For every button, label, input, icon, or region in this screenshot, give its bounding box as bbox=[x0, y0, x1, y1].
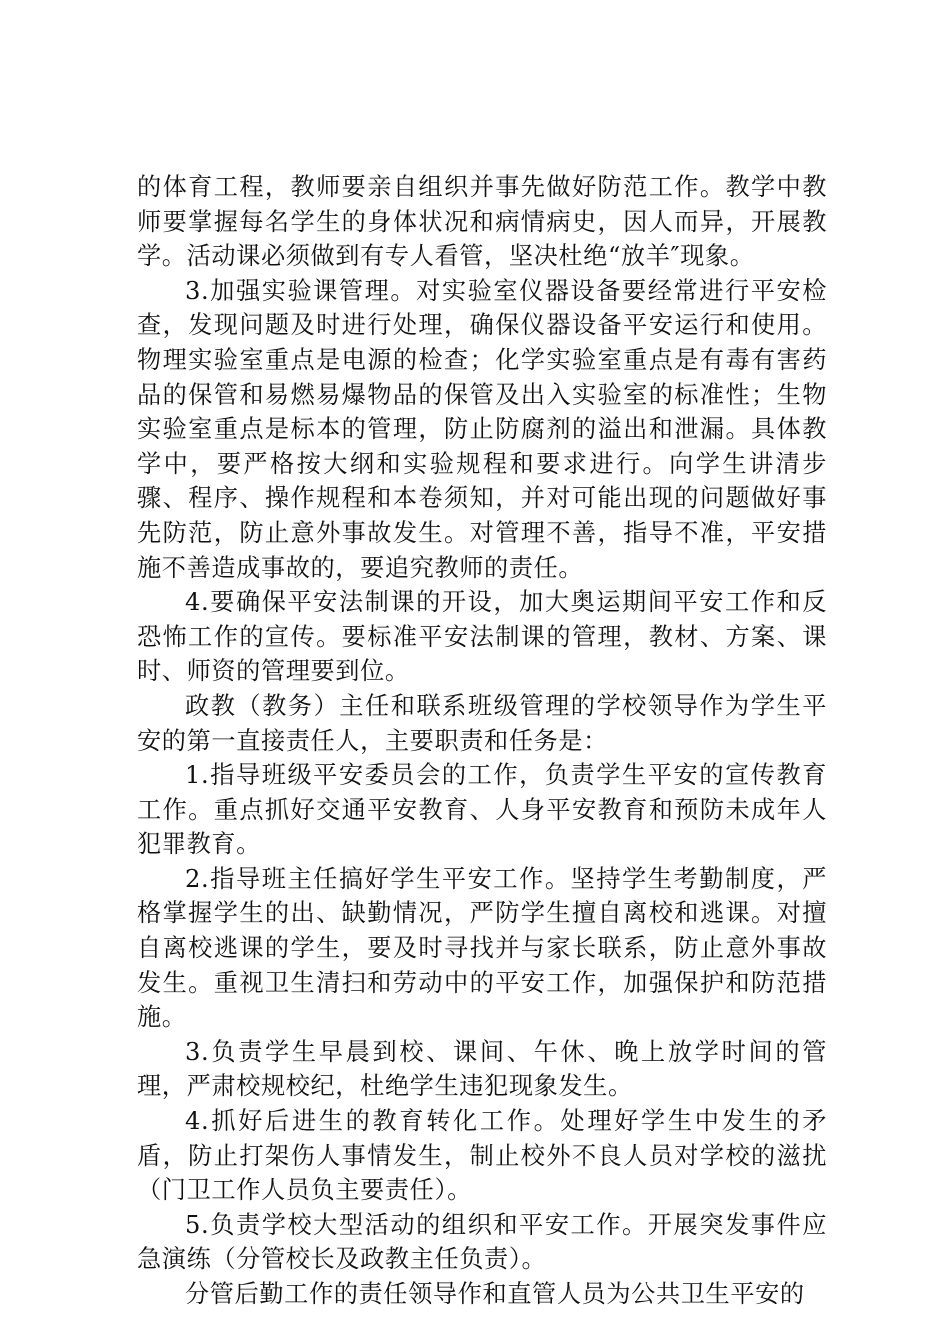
paragraph-item-3: 3.负责学生早晨到校、课间、午休、晚上放学时间的管理，严肃校规校纪，杜绝学生违犯现象发生。 bbox=[137, 1037, 827, 1101]
paragraph-legal-education: 4.要确保平安法制课的开设，加大奥运期间平安工作和反恐怖工作的宣传。要标准平安法制课的管理，教材、方案、课时、师资的管理要到位。 bbox=[137, 588, 827, 686]
paragraph-political-director: 政教（教务）主任和联系班级管理的学校领导作为学生平安的第一直接责任人，主要职责和任务是： bbox=[137, 691, 827, 755]
paragraph-item-5: 5.负责学校大型活动的组织和平安工作。开展突发事件应急演练（分管校长及政教主任负责）。 bbox=[137, 1210, 827, 1274]
paragraph-item-1: 1.指导班级平安委员会的工作，负责学生平安的宣传教育工作。重点抓好交通平安教育、人身平安教育和预防未成年人犯罪教育。 bbox=[137, 761, 827, 859]
paragraph-item-2: 2.指导班主任搞好学生平安工作。坚持学生考勤制度，严格掌握学生的出、缺勤情况，严防学生擅自离校和逃课。对擅自离校逃课的学生，要及时寻找并与家长联系，防止意外事故发生。重视卫生清扫和劳动中的平安工作，加强保护和防范措施。 bbox=[137, 864, 827, 1032]
paragraph-sports-teaching: 的体育工程，教师要亲自组织并事先做好防范工作。教学中教师要掌握每名学生的身体状况和病情病史，因人而异，开展教学。活动课必须做到有专人看管，坚决杜绝“放羊″现象。 bbox=[137, 173, 827, 271]
paragraph-item-4: 4.抓好后进生的教育转化工作。处理好学生中发生的矛盾，防止打架伤人事情发生，制止校外不良人员对学校的滋扰（门卫工作人员负主要责任）。 bbox=[137, 1107, 827, 1205]
paragraph-lab-management: 3.加强实验课管理。对实验室仪器设备要经常进行平安检查，发现问题及时进行处理，确保仪器设备平安运行和使用。物理实验室重点是电源的检查；化学实验室重点是有毒有害药品的保管和易燃易爆物品的保管及出入实验室的标准性；生物实验室重点是标本的管理，防止防腐剂的溢出和泄漏。具体教学中，要严格按大纲和实验规程和要求进行。向学生讲清步骤、程序、操作规程和本卷须知，并对可能出现的问题做好事先防范，防止意外事故发生。对管理不善，指导不准，平安措施不善造成事故的，要追究教师的责任。 bbox=[137, 276, 827, 582]
paragraph-logistics: 分管后勤工作的责任领导作和直管人员为公共卫生平安的 bbox=[185, 1280, 805, 1308]
document-page bbox=[137, 170, 827, 1312]
